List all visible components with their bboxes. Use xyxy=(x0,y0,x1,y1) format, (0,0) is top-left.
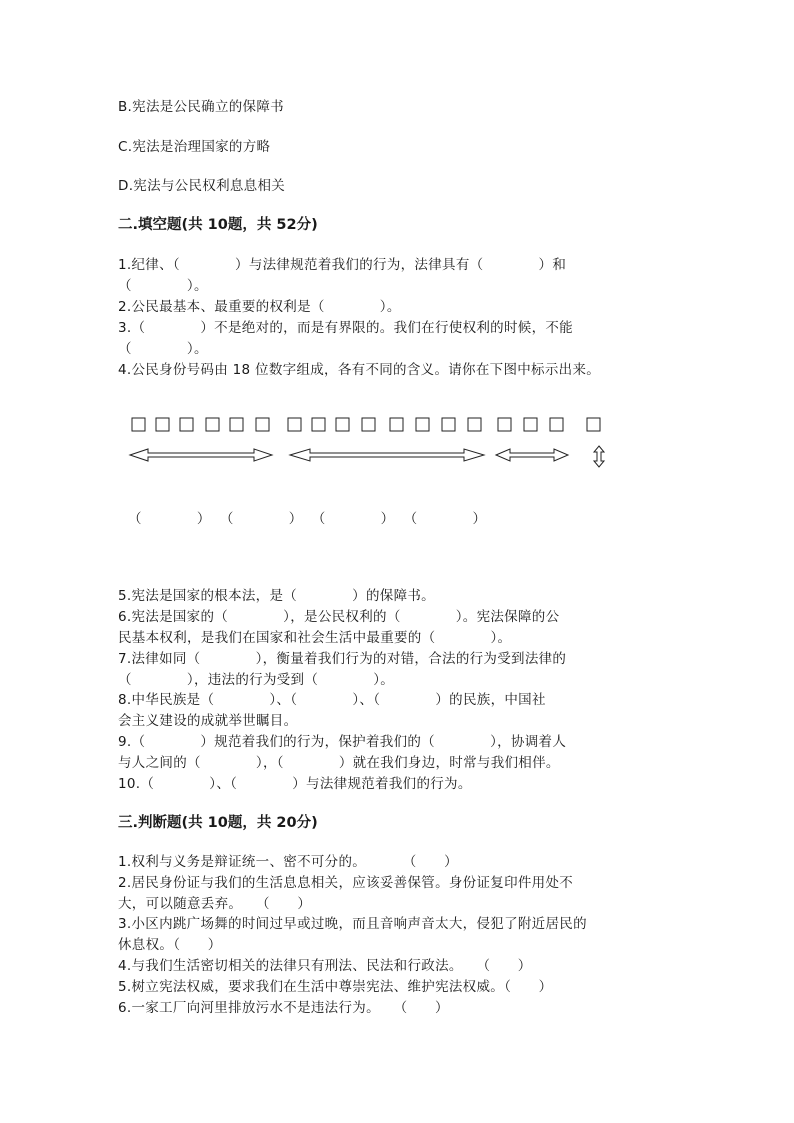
digit-box xyxy=(132,418,145,431)
q2-line: （ ）。 xyxy=(118,341,208,357)
digit-box xyxy=(468,418,481,431)
q3-line: 休息权。（ ） xyxy=(118,937,222,953)
q2-line: 民基本权利，是我们在国家和社会生活中最重要的（ ）。 xyxy=(118,630,512,646)
q3-line: 6.一家工厂向河里排放污水不是违法行为。 （ ） xyxy=(118,1000,449,1016)
q2-line: （ ）。 xyxy=(118,278,208,294)
q2-line: 7.法律如同（ ），衡量着我们行为的对错，合法的行为受到法律的 xyxy=(118,651,567,667)
digit-box xyxy=(587,418,600,431)
double-arrow-icon xyxy=(130,449,272,461)
option-c: C.宪法是治理国家的方略 xyxy=(118,139,271,155)
q2-line: 3.（ ）不是绝对的，而是有界限的。我们在行使权利的时候，不能 xyxy=(118,320,573,336)
digit-box xyxy=(180,418,193,431)
q2-line: 5.宪法是国家的根本法，是（ ）的保障书。 xyxy=(118,588,435,604)
q2-line: 4.公民身份号码由 18 位数字组成，各有不同的含义。请你在下图中标示出来。 xyxy=(118,362,601,378)
digit-box xyxy=(336,418,349,431)
q2-line: 与人之间的（ ），（ ）就在我们身边，时常与我们相伴。 xyxy=(118,755,560,771)
digit-box xyxy=(498,418,511,431)
q3-line: 2.居民身份证与我们的生活息息相关，应该妥善保管。身份证复印件用处不 xyxy=(118,875,574,891)
digit-box xyxy=(312,418,325,431)
id-number-diagram xyxy=(118,412,638,482)
q3-line: 4.与我们生活密切相关的法律只有刑法、民法和行政法。 （ ） xyxy=(118,958,532,974)
digit-box xyxy=(442,418,455,431)
digit-box xyxy=(362,418,375,431)
q3-line: 大，可以随意丢弃。 （ ） xyxy=(118,896,312,912)
option-b: B.宪法是公民确立的保障书 xyxy=(118,99,284,115)
option-d: D.宪法与公民权利息息相关 xyxy=(118,178,286,194)
digit-box xyxy=(550,418,563,431)
digit-box xyxy=(416,418,429,431)
section2-heading: 二.填空题(共 10题，共 52分) xyxy=(118,217,318,233)
digit-box xyxy=(206,418,219,431)
q2-line: （ ），违法的行为受到（ ）。 xyxy=(118,672,395,688)
q3-line: 5.树立宪法权威，要求我们在生活中尊崇宪法、维护宪法权威。（ ） xyxy=(118,979,553,995)
q3-line: 3.小区内跳广场舞的时间过早或过晚，而且音响声音太大，侵犯了附近居民的 xyxy=(118,916,587,932)
double-arrow-icon xyxy=(290,449,484,461)
digit-box xyxy=(256,418,269,431)
q3-line: 1.权利与义务是辩证统一、密不可分的。 （ ） xyxy=(118,854,458,870)
digit-box xyxy=(288,418,301,431)
q2-line: 10.（ ）、（ ）与法律规范着我们的行为。 xyxy=(118,776,472,792)
digit-box xyxy=(230,418,243,431)
section3-heading: 三.判断题(共 10题，共 20分) xyxy=(118,815,318,831)
id-blanks: （ ） （ ） （ ） （ ） xyxy=(128,511,487,527)
digit-box xyxy=(390,418,403,431)
digit-box xyxy=(156,418,169,431)
q2-line: 2.公民最基本、最重要的权利是（ ）。 xyxy=(118,299,401,315)
double-arrow-icon xyxy=(496,449,568,461)
q2-line: 1.纪律、（ ）与法律规范着我们的行为，法律具有（ ）和 xyxy=(118,257,567,273)
q2-line: 6.宪法是国家的（ ），是公民权利的（ ）。宪法保障的公 xyxy=(118,609,560,625)
q2-line: 会主义建设的成就举世瞩目。 xyxy=(118,713,298,729)
digit-box xyxy=(524,418,537,431)
q2-line: 8.中华民族是（ ）、（ ）、（ ）的民族，中国社 xyxy=(118,692,546,708)
vertical-double-arrow-icon xyxy=(594,446,604,467)
q2-line: 9.（ ）规范着我们的行为，保护着我们的（ ），协调着人 xyxy=(118,734,567,750)
